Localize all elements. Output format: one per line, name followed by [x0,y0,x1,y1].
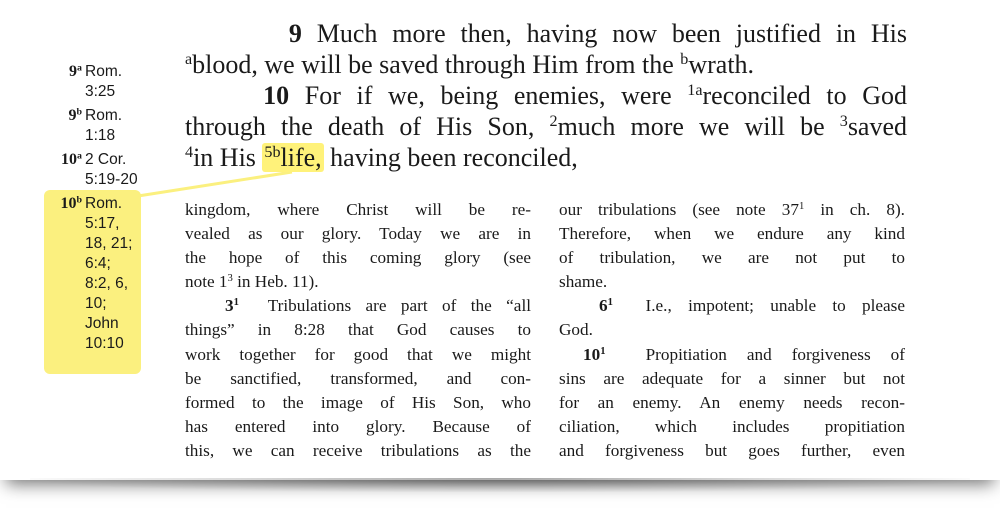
footnote-line: vealed as our glory. Today we are in [185,224,531,244]
verse-line: 10 For if we, being enemies, were $^{1a}$reconciled to God [263,81,908,110]
footnote-line: sins are adequate for a sinner but not [559,368,905,388]
footnote-line: our tribulations (see note $37^1$ in ch. 8). [559,200,905,219]
footnote-number: $6^1$ [599,296,613,316]
footnote-line: shame. [559,272,608,292]
footnote-number: $10^1$ [583,344,606,364]
footnote-line: things” in 8:28 that God causes to [185,320,531,340]
verse-text [185,18,907,173]
footnote-line: has entered into glory. Because of [185,416,531,436]
footnote-line: work together for good that we might [185,344,531,364]
footnotes-column-left [185,198,531,463]
footnote-marker[interactable]: b [680,51,689,69]
footnotes-column-right [559,198,905,463]
verse-number-10: 10 [263,81,290,110]
footnote-line: for an enemy. An enemy needs recon- [559,392,905,412]
page-shadow [30,478,970,492]
footnote-line: $3^1$ Tribulations are part of the “all [225,296,531,316]
footnote-line: $6^1$ I.e., impotent; unable to please [599,296,905,316]
footnote-line: note $1^3$ in Heb. 11). [185,272,319,292]
reference-9b[interactable]: 9$^b$ Rom. 1:18 [68,106,123,144]
reference-10a[interactable]: 10$^a$ 2 Cor. 5:19-20 [61,150,138,188]
verse-line: $^4$in His $^{5b}$life, having been reconciled, [185,143,578,172]
footnote-marker[interactable]: 1a [687,82,703,100]
reference-10b[interactable]: 10$^b$ Rom. 5:17, 18, 21; 6:4; 8:2, 6, 10; John 10:10 [60,194,133,352]
footnote-line: $10^1$ Propitiation and forgiveness of [583,344,906,364]
footnote-line: be sanctified, transformed, and con- [185,368,531,388]
reference-9a[interactable]: 9$^a$ Rom. 3:25 [69,62,123,100]
verse-number-9: 9 [288,19,302,48]
footnote-line: formed to the image of His Son, who [185,392,531,412]
footnote-marker[interactable]: 2 [549,113,558,131]
verse-line: through the death of His Son, $^2$much more we will be $^3$saved [185,112,908,141]
verse-line: $^a$blood, we will be saved through Him from the $^b$wrath. [185,50,755,79]
footnote-line: Therefore, when we endure any kind [559,224,905,244]
verse-line: 9 Much more then, having now been justified in His [288,19,908,48]
footnote-line: ciliation, which includes propitiation [559,416,905,436]
footnote-line: kingdom, where Christ will be re- [185,200,531,219]
footnote-number: $3^1$ [225,296,239,316]
footnote-line: God. [559,320,593,340]
footnote-line: the hope of this coming glory (see [185,248,531,268]
highlighted-word-life[interactable]: $^{5b}$life, [264,143,322,172]
connector-line [138,172,292,196]
footnote-marker[interactable]: a [185,51,193,69]
footnote-line: this, we can receive tribulations as the [185,440,531,460]
footnote-marker[interactable]: 3 [839,113,848,131]
cross-references [44,62,144,358]
footnote-marker[interactable]: 4 [185,144,194,162]
footnote-line: of tribulation, we are not put to [559,248,905,268]
footnote-line: and forgiveness but goes further, even [559,440,905,460]
